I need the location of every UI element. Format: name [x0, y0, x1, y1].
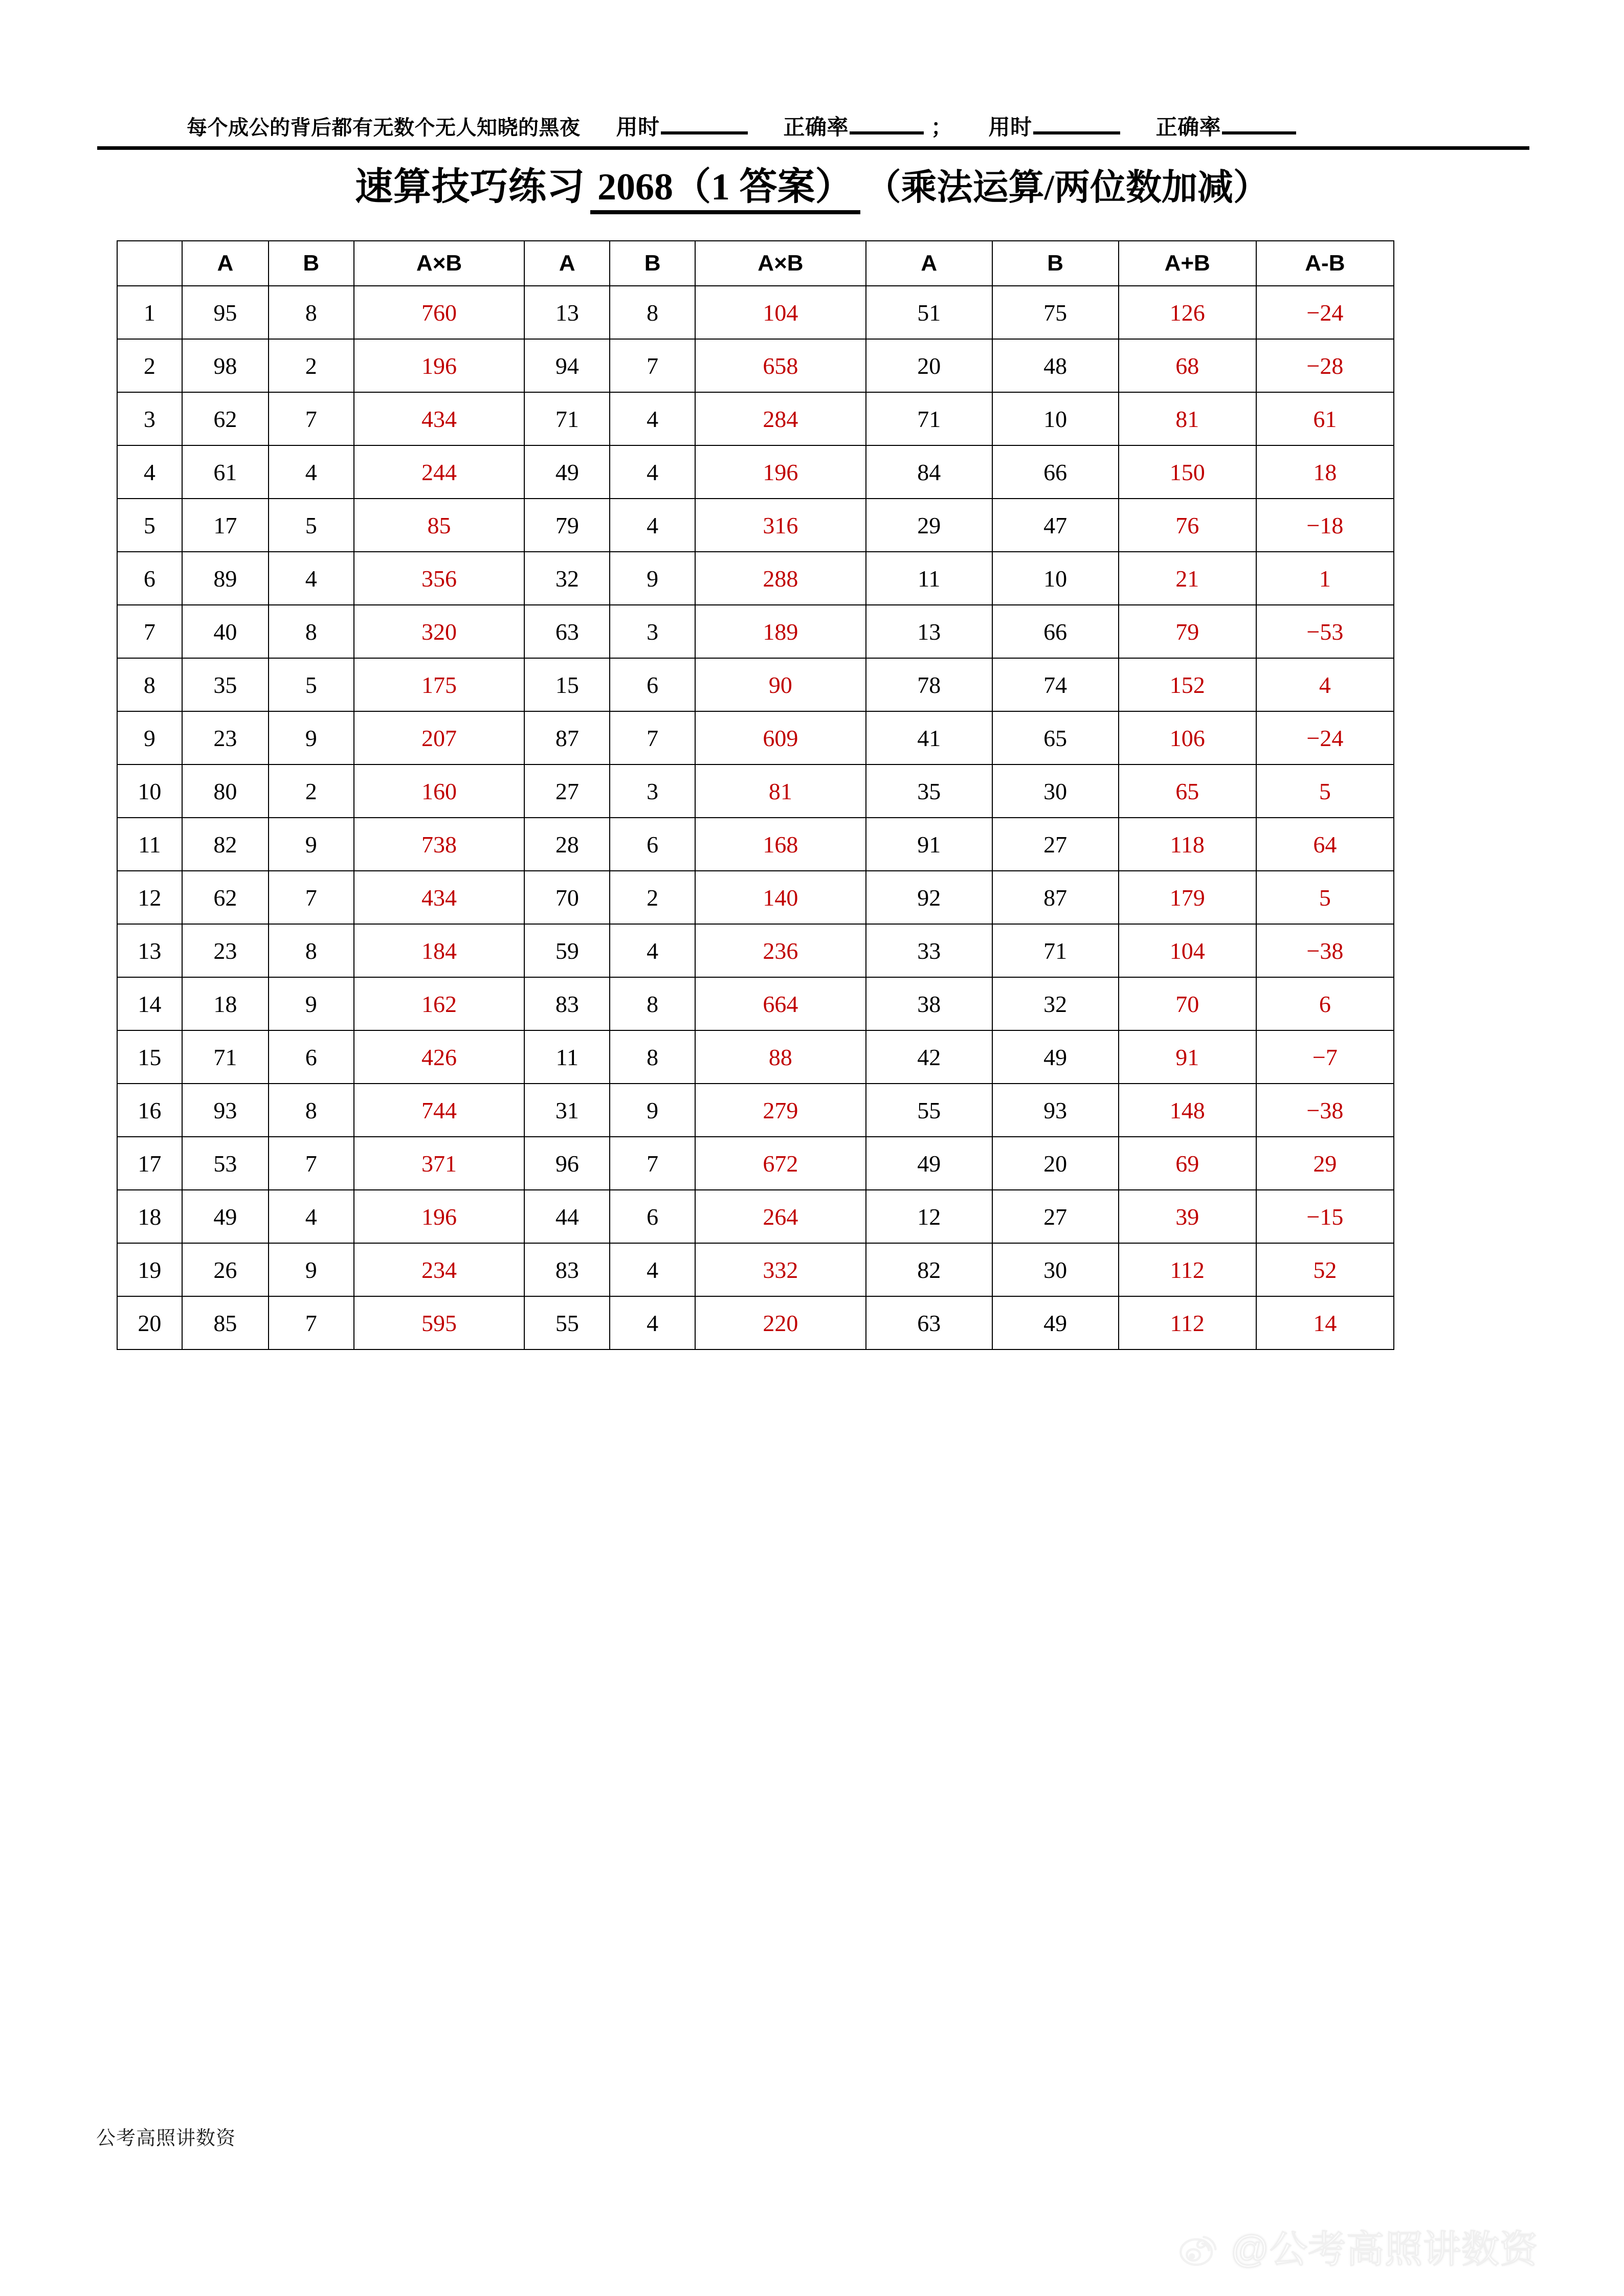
answer-cell: −24: [1256, 711, 1394, 764]
answer-cell: 126: [1119, 286, 1256, 339]
operand-cell: 83: [524, 1243, 610, 1296]
answer-cell: 152: [1119, 658, 1256, 711]
time-blank-2[interactable]: [1033, 111, 1120, 134]
operand-cell: 23: [182, 924, 269, 977]
operand-cell: 4: [610, 499, 695, 552]
row-index: 3: [117, 392, 182, 445]
operand-cell: 11: [524, 1030, 610, 1084]
row-index: 5: [117, 499, 182, 552]
col-header-1: A: [182, 241, 269, 286]
answer-cell: 104: [695, 286, 866, 339]
operand-cell: 13: [524, 286, 610, 339]
operand-cell: 87: [524, 711, 610, 764]
operand-cell: 9: [269, 1243, 354, 1296]
col-header-0: [117, 241, 182, 286]
table-row: [117, 924, 1394, 977]
operand-cell: 2: [610, 871, 695, 924]
answer-cell: 196: [354, 339, 525, 392]
answer-cell: 220: [695, 1296, 866, 1349]
title-code-text: 2068（1 答案）: [590, 166, 860, 214]
time-label-1: 用时: [616, 116, 660, 140]
answer-cell: 5: [1256, 871, 1394, 924]
accuracy-blank-2[interactable]: [1222, 111, 1296, 134]
operand-cell: 4: [269, 1190, 354, 1243]
answer-cell: −38: [1256, 924, 1394, 977]
answer-cell: 79: [1119, 605, 1256, 658]
answer-cell: 664: [695, 977, 866, 1030]
operand-cell: 59: [524, 924, 610, 977]
col-header-3: A×B: [354, 241, 525, 286]
operand-cell: 49: [182, 1190, 269, 1243]
operand-cell: 27: [992, 1190, 1119, 1243]
footer-note: 公考高照讲数资: [96, 2128, 236, 2149]
row-index: 6: [117, 552, 182, 605]
weibo-icon: [1176, 2223, 1223, 2270]
operand-cell: 35: [182, 658, 269, 711]
accuracy-label-1: 正确率: [783, 116, 849, 140]
answer-cell: 14: [1256, 1296, 1394, 1349]
operand-cell: 7: [610, 711, 695, 764]
operand-cell: 84: [866, 445, 992, 499]
table-row: [117, 552, 1394, 605]
operand-cell: 5: [269, 499, 354, 552]
operand-cell: 7: [610, 339, 695, 392]
row-index: 1: [117, 286, 182, 339]
operand-cell: 30: [992, 764, 1119, 818]
operand-cell: 27: [524, 764, 610, 818]
answer-cell: 175: [354, 658, 525, 711]
answer-cell: 21: [1119, 552, 1256, 605]
answer-cell: 39: [1119, 1190, 1256, 1243]
answer-cell: −38: [1256, 1084, 1394, 1137]
row-index: 18: [117, 1190, 182, 1243]
operand-cell: 89: [182, 552, 269, 605]
answer-cell: 196: [695, 445, 866, 499]
operand-cell: 62: [182, 871, 269, 924]
table-row: [117, 1137, 1394, 1190]
row-index: 4: [117, 445, 182, 499]
row-index: 15: [117, 1030, 182, 1084]
answer-cell: 106: [1119, 711, 1256, 764]
operand-cell: 48: [992, 339, 1119, 392]
operand-cell: 4: [269, 445, 354, 499]
table-row: [117, 1084, 1394, 1137]
page-title: [0, 156, 1624, 211]
answer-cell: 288: [695, 552, 866, 605]
accuracy-label-2: 正确率: [1155, 116, 1221, 140]
row-index: 17: [117, 1137, 182, 1190]
operand-cell: 32: [524, 552, 610, 605]
table-row: [117, 764, 1394, 818]
operand-cell: 7: [610, 1137, 695, 1190]
operand-cell: 10: [992, 392, 1119, 445]
answer-cell: 672: [695, 1137, 866, 1190]
operand-cell: 4: [610, 1296, 695, 1349]
operand-cell: 49: [866, 1137, 992, 1190]
operand-cell: 44: [524, 1190, 610, 1243]
operand-cell: 28: [524, 818, 610, 871]
time-label-2: 用时: [988, 116, 1032, 140]
answer-cell: 148: [1119, 1084, 1256, 1137]
row-index: 14: [117, 977, 182, 1030]
operand-cell: 9: [610, 1084, 695, 1137]
table-row: [117, 977, 1394, 1030]
operand-cell: 8: [269, 605, 354, 658]
answer-cell: 90: [695, 658, 866, 711]
col-header-2: B: [269, 241, 354, 286]
answer-cell: 81: [695, 764, 866, 818]
operand-cell: 78: [866, 658, 992, 711]
operand-cell: 83: [524, 977, 610, 1030]
answer-cell: 264: [695, 1190, 866, 1243]
answer-cell: 69: [1119, 1137, 1256, 1190]
operand-cell: 2: [269, 764, 354, 818]
answer-cell: 112: [1119, 1243, 1256, 1296]
operand-cell: 4: [610, 445, 695, 499]
col-header-5: B: [610, 241, 695, 286]
answer-cell: −18: [1256, 499, 1394, 552]
operand-cell: 85: [182, 1296, 269, 1349]
operand-cell: 82: [182, 818, 269, 871]
row-index: 12: [117, 871, 182, 924]
answer-cell: 244: [354, 445, 525, 499]
title-main-text: 速算技巧练习: [355, 166, 586, 208]
operand-cell: 49: [992, 1030, 1119, 1084]
operand-cell: 7: [269, 1296, 354, 1349]
operand-cell: 12: [866, 1190, 992, 1243]
answer-cell: 426: [354, 1030, 525, 1084]
operand-cell: 17: [182, 499, 269, 552]
table-row: [117, 1030, 1394, 1084]
col-header-6: A×B: [695, 241, 866, 286]
answer-cell: 76: [1119, 499, 1256, 552]
table-row: [117, 445, 1394, 499]
answer-cell: 5: [1256, 764, 1394, 818]
operand-cell: 62: [182, 392, 269, 445]
operand-cell: 65: [992, 711, 1119, 764]
weibo-watermark: [1176, 2219, 1538, 2274]
answer-cell: 371: [354, 1137, 525, 1190]
table-row: [117, 1296, 1394, 1349]
operand-cell: 93: [182, 1084, 269, 1137]
table-row: [117, 286, 1394, 339]
answer-cell: 207: [354, 711, 525, 764]
answer-cell: 70: [1119, 977, 1256, 1030]
operand-cell: 71: [866, 392, 992, 445]
header-strip: [97, 110, 1529, 150]
answer-cell: 64: [1256, 818, 1394, 871]
table-row: [117, 1190, 1394, 1243]
operand-cell: 71: [524, 392, 610, 445]
answer-cell: 356: [354, 552, 525, 605]
answer-cell: 61: [1256, 392, 1394, 445]
answer-cell: 184: [354, 924, 525, 977]
operand-cell: 74: [992, 658, 1119, 711]
answer-cell: 760: [354, 286, 525, 339]
answer-cell: −24: [1256, 286, 1394, 339]
operand-cell: 7: [269, 392, 354, 445]
answer-cell: 118: [1119, 818, 1256, 871]
operand-cell: 98: [182, 339, 269, 392]
operand-cell: 93: [992, 1084, 1119, 1137]
answer-cell: 595: [354, 1296, 525, 1349]
operand-cell: 95: [182, 286, 269, 339]
answer-cell: −7: [1256, 1030, 1394, 1084]
header-line: [97, 110, 1529, 141]
table-row: [117, 658, 1394, 711]
row-index: 13: [117, 924, 182, 977]
operand-cell: 30: [992, 1243, 1119, 1296]
col-header-8: B: [992, 241, 1119, 286]
operand-cell: 49: [524, 445, 610, 499]
operand-cell: 41: [866, 711, 992, 764]
answer-cell: 29: [1256, 1137, 1394, 1190]
watermark-handle: @公考高照讲数资: [1231, 2228, 1539, 2270]
row-index: 8: [117, 658, 182, 711]
table-row: [117, 711, 1394, 764]
answer-cell: 88: [695, 1030, 866, 1084]
operand-cell: 31: [524, 1084, 610, 1137]
row-index: 16: [117, 1084, 182, 1137]
operand-cell: 5: [269, 658, 354, 711]
operand-cell: 4: [610, 1243, 695, 1296]
operand-cell: 87: [992, 871, 1119, 924]
practice-table-wrap: [117, 240, 1394, 1350]
operand-cell: 15: [524, 658, 610, 711]
operand-cell: 11: [866, 552, 992, 605]
answer-cell: 150: [1119, 445, 1256, 499]
answer-cell: 168: [695, 818, 866, 871]
answer-cell: 196: [354, 1190, 525, 1243]
table-header: [117, 241, 1394, 286]
operand-cell: 9: [610, 552, 695, 605]
operand-cell: 96: [524, 1137, 610, 1190]
operand-cell: 71: [182, 1030, 269, 1084]
operand-cell: 66: [992, 445, 1119, 499]
operand-cell: 26: [182, 1243, 269, 1296]
answer-cell: 162: [354, 977, 525, 1030]
motto-text: 每个成公的背后都有无数个无人知晓的黑夜: [187, 117, 581, 139]
answer-cell: 434: [354, 871, 525, 924]
operand-cell: 82: [866, 1243, 992, 1296]
operand-cell: 79: [524, 499, 610, 552]
col-header-4: A: [524, 241, 610, 286]
operand-cell: 2: [269, 339, 354, 392]
operand-cell: 51: [866, 286, 992, 339]
operand-cell: 9: [269, 818, 354, 871]
answer-cell: 4: [1256, 658, 1394, 711]
operand-cell: 6: [269, 1030, 354, 1084]
operand-cell: 75: [992, 286, 1119, 339]
answer-cell: 234: [354, 1243, 525, 1296]
operand-cell: 18: [182, 977, 269, 1030]
answer-cell: 316: [695, 499, 866, 552]
answer-cell: 85: [354, 499, 525, 552]
operand-cell: 38: [866, 977, 992, 1030]
row-index: 11: [117, 818, 182, 871]
operand-cell: 9: [269, 977, 354, 1030]
row-index: 7: [117, 605, 182, 658]
operand-cell: 27: [992, 818, 1119, 871]
answer-cell: 65: [1119, 764, 1256, 818]
operand-cell: 49: [992, 1296, 1119, 1349]
row-index: 10: [117, 764, 182, 818]
operand-cell: 29: [866, 499, 992, 552]
table-body: [117, 286, 1394, 1349]
answer-cell: 332: [695, 1243, 866, 1296]
operand-cell: 20: [992, 1137, 1119, 1190]
answer-cell: 6: [1256, 977, 1394, 1030]
operand-cell: 80: [182, 764, 269, 818]
operand-cell: 71: [992, 924, 1119, 977]
practice-table: [117, 240, 1394, 1350]
operand-cell: 8: [269, 924, 354, 977]
operand-cell: 55: [866, 1084, 992, 1137]
row-index: 9: [117, 711, 182, 764]
operand-cell: 70: [524, 871, 610, 924]
answer-cell: 160: [354, 764, 525, 818]
table-row: [117, 339, 1394, 392]
operand-cell: 8: [610, 977, 695, 1030]
operand-cell: 4: [610, 392, 695, 445]
operand-cell: 10: [992, 552, 1119, 605]
operand-cell: 63: [866, 1296, 992, 1349]
answer-cell: 1: [1256, 552, 1394, 605]
operand-cell: 13: [866, 605, 992, 658]
operand-cell: 91: [866, 818, 992, 871]
operand-cell: 94: [524, 339, 610, 392]
col-header-7: A: [866, 241, 992, 286]
answer-cell: 91: [1119, 1030, 1256, 1084]
table-row: [117, 871, 1394, 924]
table-row: [117, 605, 1394, 658]
answer-cell: 140: [695, 871, 866, 924]
operand-cell: 42: [866, 1030, 992, 1084]
table-row: [117, 499, 1394, 552]
operand-cell: 3: [610, 605, 695, 658]
operand-cell: 33: [866, 924, 992, 977]
operand-cell: 6: [610, 1190, 695, 1243]
operand-cell: 55: [524, 1296, 610, 1349]
operand-cell: 66: [992, 605, 1119, 658]
answer-cell: −28: [1256, 339, 1394, 392]
operand-cell: 23: [182, 711, 269, 764]
table-row: [117, 818, 1394, 871]
answer-cell: 236: [695, 924, 866, 977]
header-separator: ；: [931, 116, 953, 140]
answer-cell: 68: [1119, 339, 1256, 392]
operand-cell: 8: [269, 286, 354, 339]
table-row: [117, 1243, 1394, 1296]
accuracy-blank-1[interactable]: [850, 111, 924, 134]
operand-cell: 6: [610, 658, 695, 711]
operand-cell: 9: [269, 711, 354, 764]
table-row: [117, 392, 1394, 445]
operand-cell: 20: [866, 339, 992, 392]
table-header-row: [117, 241, 1394, 286]
answer-cell: −15: [1256, 1190, 1394, 1243]
time-blank-1[interactable]: [661, 111, 748, 134]
operand-cell: 32: [992, 977, 1119, 1030]
answer-cell: 658: [695, 339, 866, 392]
row-index: 2: [117, 339, 182, 392]
operand-cell: 8: [610, 1030, 695, 1084]
answer-cell: 104: [1119, 924, 1256, 977]
answer-cell: 738: [354, 818, 525, 871]
row-index: 20: [117, 1296, 182, 1349]
operand-cell: 35: [866, 764, 992, 818]
operand-cell: 4: [610, 924, 695, 977]
operand-cell: 3: [610, 764, 695, 818]
operand-cell: 6: [610, 818, 695, 871]
operand-cell: 53: [182, 1137, 269, 1190]
operand-cell: 4: [269, 552, 354, 605]
operand-cell: 47: [992, 499, 1119, 552]
answer-cell: 320: [354, 605, 525, 658]
row-index: 19: [117, 1243, 182, 1296]
answer-cell: 279: [695, 1084, 866, 1137]
operand-cell: 40: [182, 605, 269, 658]
operand-cell: 61: [182, 445, 269, 499]
operand-cell: 7: [269, 1137, 354, 1190]
answer-cell: 189: [695, 605, 866, 658]
answer-cell: 744: [354, 1084, 525, 1137]
answer-cell: 52: [1256, 1243, 1394, 1296]
answer-cell: 434: [354, 392, 525, 445]
answer-cell: −53: [1256, 605, 1394, 658]
operand-cell: 63: [524, 605, 610, 658]
answer-cell: 284: [695, 392, 866, 445]
operand-cell: 8: [610, 286, 695, 339]
operand-cell: 92: [866, 871, 992, 924]
operand-cell: 7: [269, 871, 354, 924]
col-header-9: A+B: [1119, 241, 1256, 286]
answer-cell: 18: [1256, 445, 1394, 499]
title-tail-text: （乘法运算/两位数加减）: [865, 168, 1269, 208]
operand-cell: 8: [269, 1084, 354, 1137]
col-header-10: A-B: [1256, 241, 1394, 286]
answer-cell: 81: [1119, 392, 1256, 445]
answer-cell: 179: [1119, 871, 1256, 924]
answer-cell: 112: [1119, 1296, 1256, 1349]
answer-cell: 609: [695, 711, 866, 764]
